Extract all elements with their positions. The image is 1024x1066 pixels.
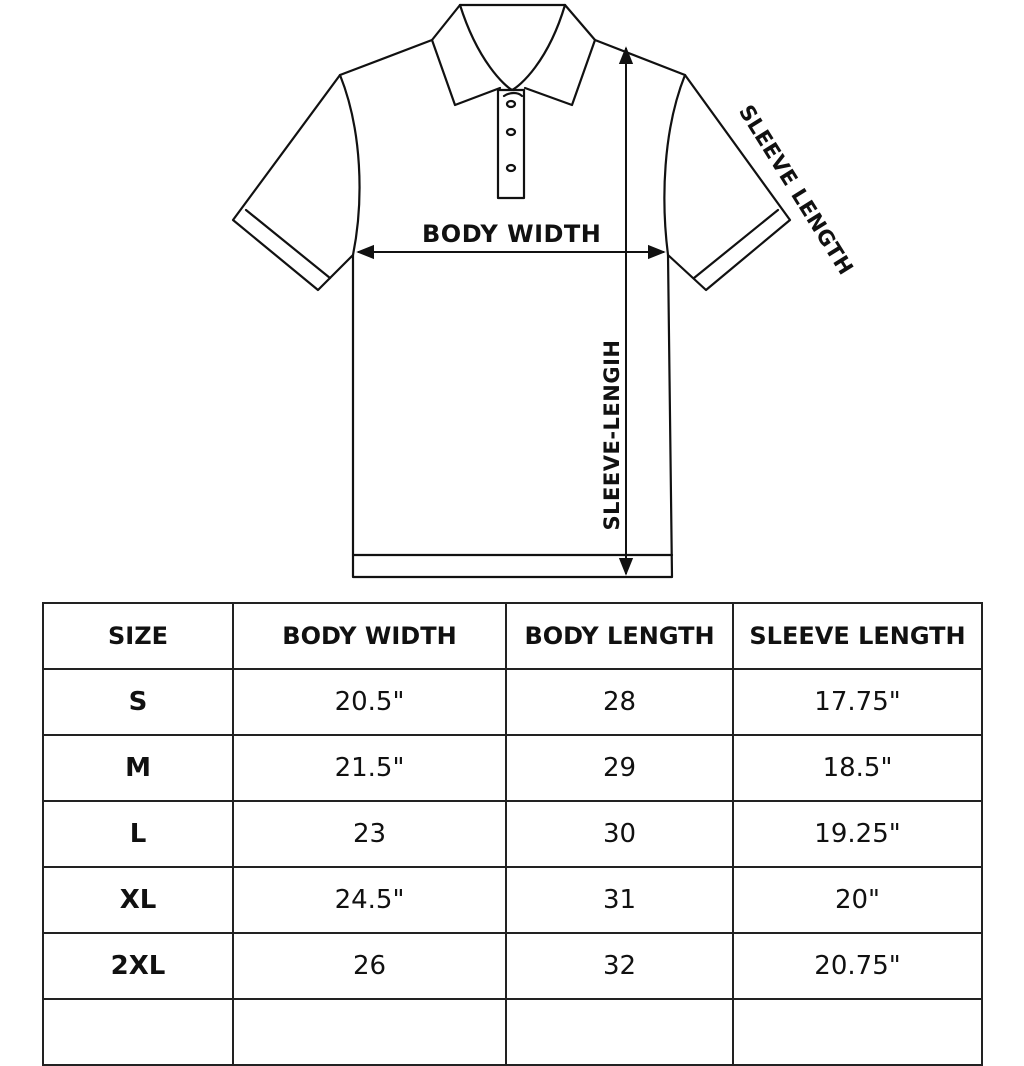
header-size: SIZE	[43, 603, 233, 669]
body-length-cell: 31	[506, 867, 733, 933]
size-cell: XL	[43, 867, 233, 933]
size-cell: M	[43, 735, 233, 801]
sleeve-length-cell: 17.75"	[733, 669, 982, 735]
empty-cell	[233, 999, 506, 1065]
sleeve-length-cell: 20.75"	[733, 933, 982, 999]
button-2	[507, 129, 515, 135]
table-header-row	[43, 603, 982, 669]
size-cell: 2XL	[43, 933, 233, 999]
body-length-cell: 30	[506, 801, 733, 867]
collar-inner	[460, 5, 565, 90]
body-length-cell: 29	[506, 735, 733, 801]
body-width-cell: 24.5"	[233, 867, 506, 933]
body-width-cell: 20.5"	[233, 669, 506, 735]
header-sleeve-length: SLEEVE LENGTH	[733, 603, 982, 669]
header-body-length: BODY LENGTH	[506, 603, 733, 669]
body-width-cell: 21.5"	[233, 735, 506, 801]
header-body-width: BODY WIDTH	[233, 603, 506, 669]
sleeve-length-cell: 19.25"	[733, 801, 982, 867]
empty-cell	[506, 999, 733, 1065]
table-row	[43, 669, 982, 735]
right-armhole-seam	[664, 75, 685, 255]
empty-cell	[733, 999, 982, 1065]
empty-cell	[43, 999, 233, 1065]
size-cell: L	[43, 801, 233, 867]
placket-stitch	[504, 93, 522, 96]
table-row-partial	[43, 999, 982, 1065]
body-width-cell: 23	[233, 801, 506, 867]
size-chart-table	[42, 602, 983, 1066]
sleeve-length-cell: 20"	[733, 867, 982, 933]
size-cell: S	[43, 669, 233, 735]
left-armhole-seam	[340, 75, 360, 255]
table-row	[43, 735, 982, 801]
table-row	[43, 801, 982, 867]
button-3	[507, 165, 515, 171]
table-row	[43, 867, 982, 933]
left-sleeve-cuff	[246, 210, 330, 278]
body-length-cell: 32	[506, 933, 733, 999]
body-length-label: SLEEVE-LENGIH	[600, 339, 624, 531]
body-width-cell: 26	[233, 933, 506, 999]
sleeve-length-cell: 18.5"	[733, 735, 982, 801]
shirt-body	[233, 40, 790, 577]
right-sleeve-cuff	[694, 210, 778, 278]
body-width-label: BODY WIDTH	[422, 220, 602, 248]
body-length-cell: 28	[506, 669, 733, 735]
button-1	[507, 101, 515, 107]
table-row	[43, 933, 982, 999]
sleeve-length-label: SLEEVE LENGTH	[733, 100, 859, 280]
